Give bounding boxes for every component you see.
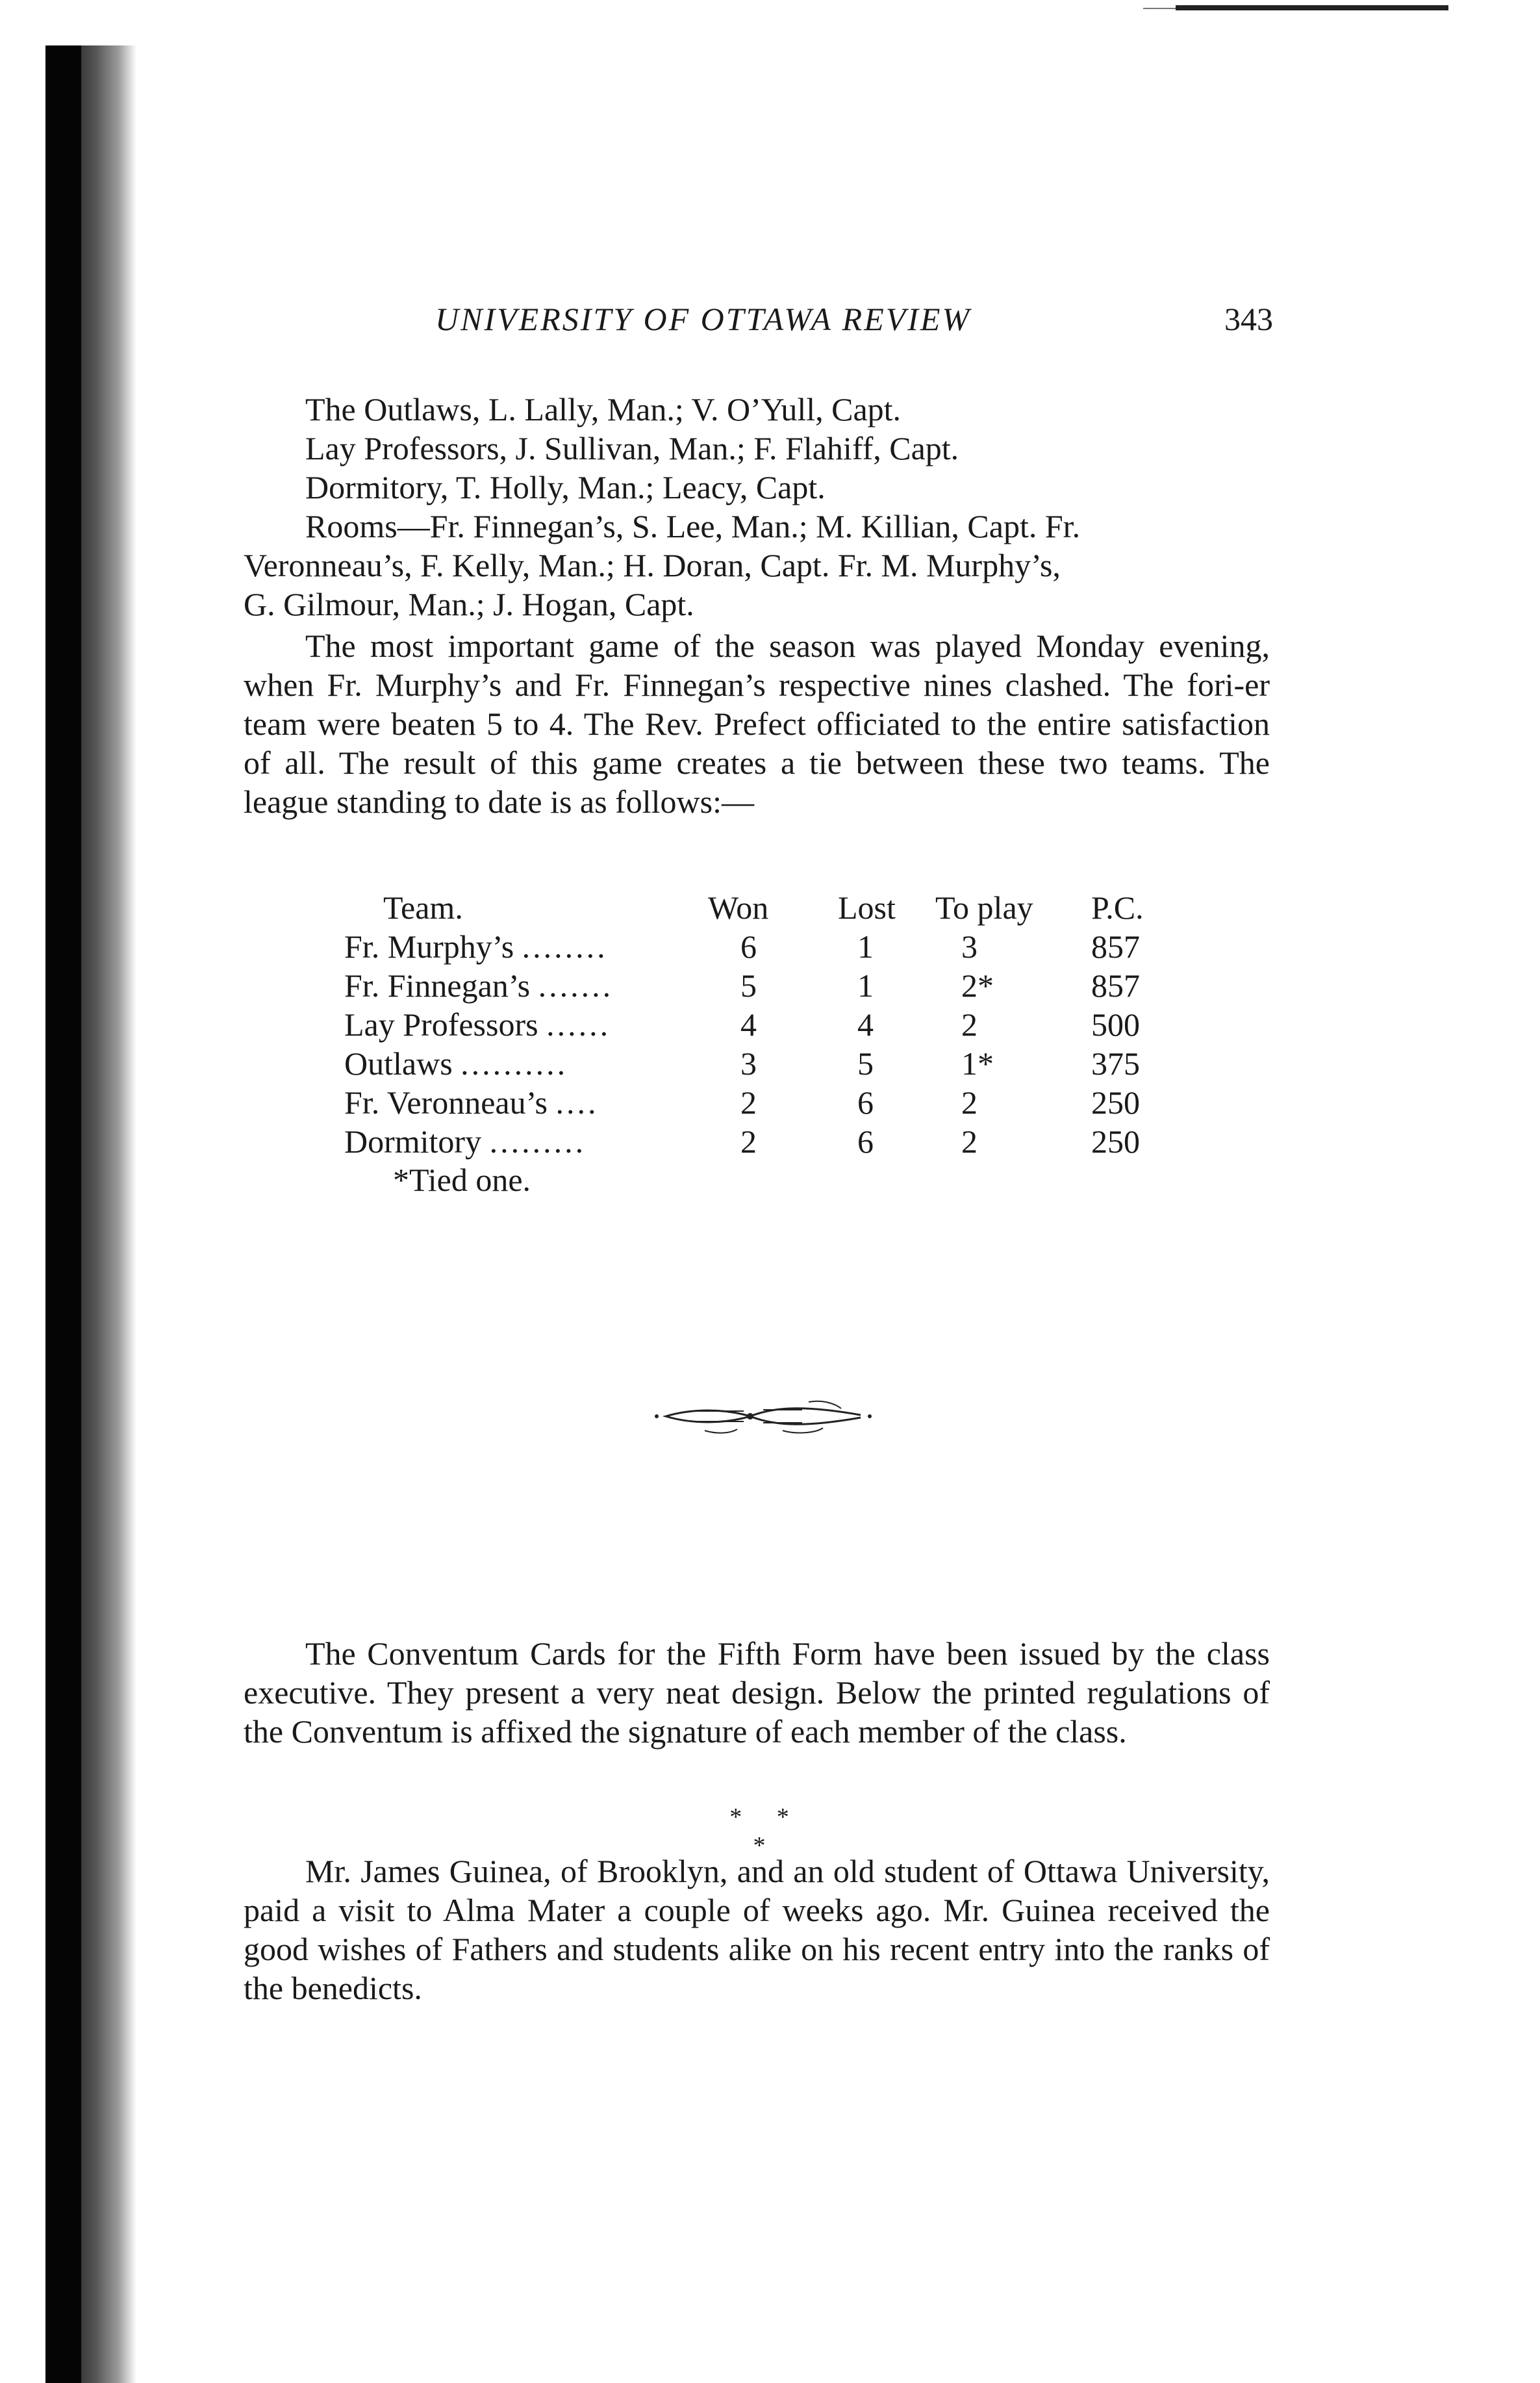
pc-cell: 375 xyxy=(1091,1045,1140,1082)
won-cell: 5 xyxy=(740,967,757,1004)
roster-line: Lay Professors, J. Sullivan, Man.; F. Flahiff, Capt. xyxy=(305,430,959,466)
won-cell: 6 xyxy=(740,928,757,965)
leader-dots: ....... xyxy=(538,967,614,1004)
guinea-notice xyxy=(244,1852,1270,2007)
won-cell: 2 xyxy=(740,1084,757,1121)
team-name: Fr. Murphy’s xyxy=(344,928,514,965)
to-play-cell: 2* xyxy=(961,967,994,1004)
roster-line: Rooms—Fr. Finnegan’s, S. Lee, Man.; M. Killian, Capt. Fr. xyxy=(305,508,1081,544)
conventum-paragraph: The Conventum Cards for the Fifth Form have been issued by the class executive. They present a very neat design. Below the printed regulations of the Conventum is affixed the signature of each member of the class. xyxy=(244,1635,1270,1750)
section-separator: * * * xyxy=(729,1803,803,1859)
ornamental-divider-icon xyxy=(653,1397,874,1436)
team-name: Fr. Veronneau’s xyxy=(344,1084,548,1121)
team-name: Fr. Finnegan’s xyxy=(344,967,531,1004)
game-report xyxy=(244,626,1270,821)
top-scan-mark xyxy=(1176,5,1448,10)
game-report-paragraph: The most important game of the season was played Monday evening, when Fr. Murphy’s and Fr. Finnegan’s respective nines clashed. The fori‑er team were beaten 5 to 4. The Rev. Prefect officiated to the entire satisfaction of all. The result of this game creates a tie between these two teams. The league standing to date is as follows:— xyxy=(244,628,1270,820)
to-play-cell: 2 xyxy=(961,1006,978,1043)
pc-cell: 250 xyxy=(1091,1123,1140,1160)
binding-edge xyxy=(45,45,81,2383)
team-cell xyxy=(344,927,708,966)
team-name: Dormitory xyxy=(344,1123,482,1160)
team-cell xyxy=(344,1005,708,1044)
to-play-cell: 2 xyxy=(961,1123,978,1160)
standings-header-row xyxy=(344,888,1202,927)
lost-cell: 6 xyxy=(857,1084,874,1121)
lost-cell: 5 xyxy=(857,1045,874,1082)
won-cell: 3 xyxy=(740,1045,757,1082)
leader-dots: ......... xyxy=(489,1123,587,1160)
team-roster xyxy=(244,390,1270,624)
team-cell xyxy=(344,1083,708,1122)
lost-cell: 1 xyxy=(857,967,874,1004)
lost-cell: 6 xyxy=(857,1123,874,1160)
header-to-play: To play xyxy=(935,889,1033,926)
won-cell: 2 xyxy=(740,1123,757,1160)
to-play-cell: 2 xyxy=(961,1084,978,1121)
table-row xyxy=(344,966,1202,1005)
roster-line: G. Gilmour, Man.; J. Hogan, Capt. xyxy=(244,586,694,622)
lost-cell: 4 xyxy=(857,1006,874,1043)
header-won: Won xyxy=(708,889,769,926)
table-row xyxy=(344,1005,1202,1044)
pc-cell: 500 xyxy=(1091,1006,1140,1043)
standings-footnote: *Tied one. xyxy=(393,1162,531,1198)
team-cell xyxy=(344,1122,708,1161)
team-cell xyxy=(344,966,708,1005)
running-head xyxy=(247,300,1273,346)
lost-cell: 1 xyxy=(857,928,874,965)
header-pc: P.C. xyxy=(1091,889,1144,926)
table-row xyxy=(344,927,1202,966)
team-name: Lay Professors xyxy=(344,1006,538,1043)
to-play-cell: 1* xyxy=(961,1045,994,1082)
team-name: Outlaws xyxy=(344,1045,453,1082)
top-scan-mark-thin xyxy=(1143,8,1176,9)
leader-dots: .......... xyxy=(461,1045,568,1082)
table-row xyxy=(344,1044,1202,1083)
header-lost: Lost xyxy=(838,889,896,926)
leader-dots: ...... xyxy=(546,1006,611,1043)
roster-line: The Outlaws, L. Lally, Man.; V. O’Yull, Capt. xyxy=(305,391,902,427)
roster-line: Veronneau’s, F. Kelly, Man.; H. Doran, Capt. Fr. M. Murphy’s, xyxy=(244,547,1061,583)
pc-cell: 250 xyxy=(1091,1084,1140,1121)
pc-cell: 857 xyxy=(1091,967,1140,1004)
roster-line: Dormitory, T. Holly, Man.; Leacy, Capt. xyxy=(305,469,826,505)
table-row xyxy=(344,1122,1202,1161)
pc-cell: 857 xyxy=(1091,928,1140,965)
header-team: Team. xyxy=(383,889,463,926)
guinea-paragraph: Mr. James Guinea, of Brooklyn, and an old student of Ottawa University, paid a visit to Alma Mater a couple of weeks ago. Mr. Guinea received the good wishes of Fathers and students alike on his recent entry into the ranks of the benedicts. xyxy=(244,1853,1270,2006)
conventum-notice xyxy=(244,1634,1270,1751)
league-standings-table xyxy=(344,888,1202,1161)
leader-dots: .... xyxy=(555,1084,599,1121)
running-title: UNIVERSITY OF OTTAWA REVIEW xyxy=(435,301,972,337)
page-number: 343 xyxy=(1224,301,1273,337)
table-row xyxy=(344,1083,1202,1122)
leader-dots: ........ xyxy=(522,928,608,965)
to-play-cell: 3 xyxy=(961,928,978,965)
won-cell: 4 xyxy=(740,1006,757,1043)
team-cell xyxy=(344,1044,708,1083)
